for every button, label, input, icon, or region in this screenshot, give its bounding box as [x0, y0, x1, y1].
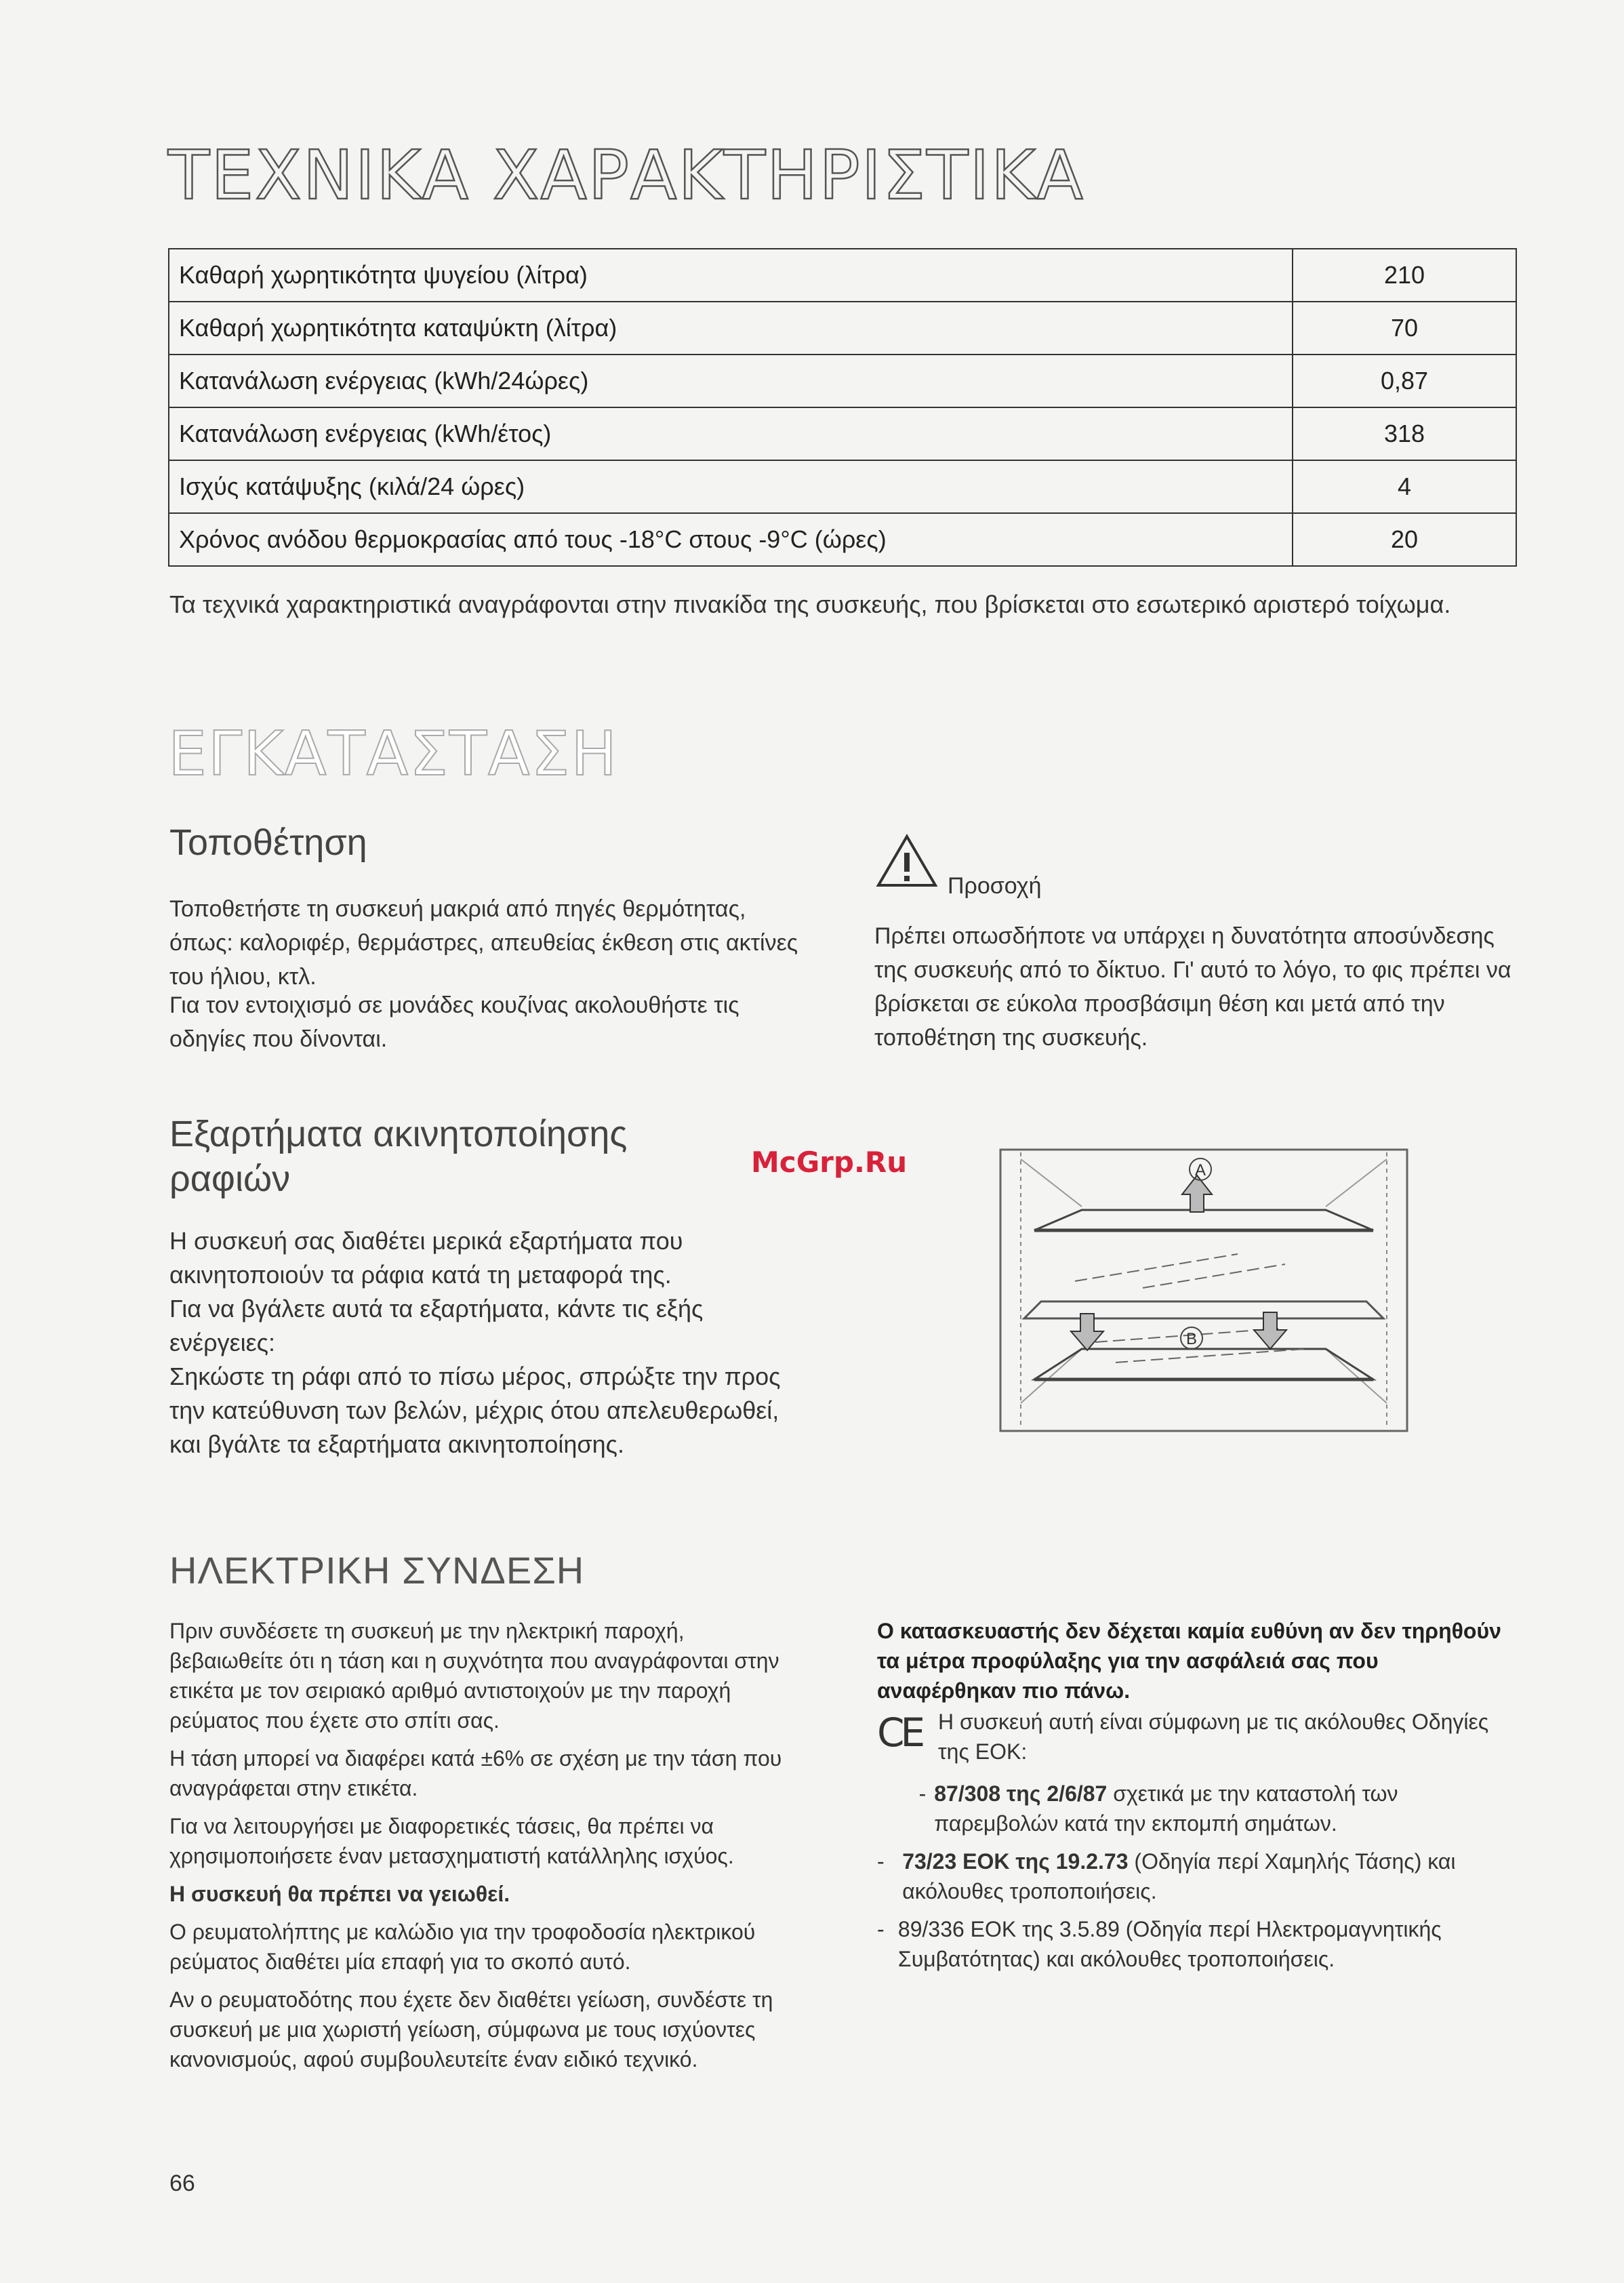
- caution-text: Πρέπει οπωσδήποτε να υπάρχει η δυνατότητα αποσύνδεσης της συσκευής από το δίκτυο. Γι' αυτό το λόγο, το φις πρέπει να βρίσκεται σε εύκολα προσβάσιμη θέση και μετά από την τοποθέτηση της συσκευής.: [874, 923, 1511, 1051]
- directive-desc: 89/336 ΕΟΚ της 3.5.89 (Οδηγία περί Ηλεκτρομαγνητικής Συμβατότητας) και ακόλουθες τροποποιήσεις.: [897, 1917, 1442, 1971]
- directive-desc: (Οδηγία περί Χαμηλής Τάσης) και ακόλουθες τροποποιήσεις.: [902, 1849, 1456, 1903]
- shelf-heading-line: Εξαρτήματα ακινητοποίησης: [169, 1114, 628, 1154]
- table-row: [169, 302, 1516, 355]
- caution-label: Προσοχή: [948, 873, 1042, 899]
- placement-text: Τοποθετήστε τη συσκευή μακριά από πηγές θερμότητας, όπως: καλοριφέρ, θερμάστρες, απευθείας έκθεση στις ακτίνες του ήλιου, κτλ.: [169, 896, 798, 990]
- ce-mark-icon: CE: [877, 1710, 922, 1756]
- electrical-p3: Για να λειτουργήσει με διαφορετικές τάσεις, θα πρέπει να χρησιμοποιήσετε έναν μετασχηματιστή κατάλληλης ισχύος.: [169, 1814, 734, 1868]
- shelf-text-2: Για να βγάλετε αυτά τα εξαρτήματα, κάντε τις εξής ενέργειες:: [169, 1295, 704, 1356]
- directive-ref: 87/308 της 2/6/87: [934, 1781, 1108, 1806]
- spec-label: Ισχύς κατάψυξης (κιλά/24 ώρες): [169, 460, 1293, 513]
- shelf-text-3: Σηκώστε τη ράφι από το πίσω μέρος, σπρώξτε την προς την κατεύθυνση των βελών, μέχρις ότου απελευθερωθεί, και βγάλτε τα εξαρτήματα ακινητοποίησης.: [169, 1362, 781, 1458]
- specs-note: Τα τεχνικά χαρακτηριστικά αναγράφονται στην πινακίδα της συσκευής, που βρίσκεται στο εσωτερικό αριστερό τοίχωμα.: [169, 590, 1451, 618]
- watermark: McGrp.Ru: [751, 1146, 908, 1179]
- directive-desc: σχετικά με την καταστολή των παρεμβολών κατά την εκπομπή σημάτων.: [934, 1781, 1398, 1836]
- spec-value: 318: [1293, 407, 1516, 460]
- table-row: [169, 249, 1516, 302]
- specs-table: [168, 248, 1517, 567]
- electrical-p5: Ο ρευματολήπτης με καλώδιο για την τροφοδοσία ηλεκτρικού ρεύματος διαθέτει μία επαφή για το σκοπό αυτό.: [169, 1920, 756, 1974]
- spec-label: Κατανάλωση ενέργειας (kWh/έτος): [169, 407, 1293, 460]
- spec-value: 4: [1293, 460, 1516, 513]
- directive-ref: 73/23 ΕΟΚ της 19.2.73: [902, 1849, 1129, 1874]
- list-item: - 87/308 της 2/6/87 σχετικά με την καταστολή των παρεμβολών κατά την εκπομπή σημάτων.: [918, 1781, 1398, 1836]
- label-b: B: [1185, 1330, 1198, 1348]
- shelf-heading: [169, 1112, 627, 1201]
- grounding-notice: Η συσκευή θα πρέπει να γειωθεί.: [169, 1882, 510, 1906]
- shelf-text-1: Η συσκευή σας διαθέτει μερικά εξαρτήματα που ακινητοποιούν τα ράφια κατά τη μεταφορά της.: [169, 1227, 683, 1289]
- install-title: ΕΓΚΑΤΑΣΤΑΣΗ: [168, 719, 619, 790]
- list-item: - 89/336 ΕΟΚ της 3.5.89 (Οδηγία περί Ηλεκτρομαγνητικής Συμβατότητας) και ακόλουθες τροποποιήσεις.: [877, 1914, 1507, 1974]
- spec-label: Καθαρή χωρητικότητα ψυγείου (λίτρα): [169, 249, 1293, 302]
- table-row: [169, 460, 1516, 513]
- table-row: [169, 513, 1516, 566]
- list-item: - 73/23 ΕΟΚ της 19.2.73 (Οδηγία περί Χαμηλής Τάσης) και ακόλουθες τροποποιήσεις.: [877, 1849, 1456, 1903]
- manufacturer-disclaimer: Ο κατασκευαστής δεν δέχεται καμία ευθύνη αν δεν τηρηθούν τα μέτρα προφύλαξης για την ασφάλειά σας που αναφέρθηκαν πιο πάνω.: [877, 1619, 1501, 1703]
- table-row: [169, 407, 1516, 460]
- shelf-diagram: [994, 1146, 1414, 1437]
- arrow-up-icon: [1182, 1175, 1212, 1212]
- ce-text: Η συσκευή αυτή είναι σύμφωνη με τις ακόλουθες Οδηγίες της ΕΟΚ:: [938, 1710, 1489, 1764]
- label-a: A: [1194, 1161, 1206, 1179]
- electrical-left-column: [169, 1616, 800, 2074]
- spec-value: 210: [1293, 249, 1516, 302]
- spec-label: Κατανάλωση ενέργειας (kWh/24ώρες): [169, 355, 1293, 407]
- page-number: 66: [169, 2170, 195, 2196]
- electrical-p6: Αν ο ρευματοδότης που έχετε δεν διαθέτει γείωση, συνδέστε τη συσκευή με μια χωριστή γείωση, σύμφωνα με τους ισχύοντες κανονισμούς, αφού συμβουλευτείτε έναν ειδικό τεχνικό.: [169, 1987, 773, 2072]
- placement-heading: Τοποθέτηση: [169, 822, 367, 863]
- electrical-p2: Η τάση μπορεί να διαφέρει κατά ±6% σε σχέση με την τάση που αναγράφεται στην ετικέτα.: [169, 1746, 782, 1800]
- warning-icon: [874, 832, 939, 889]
- table-row: [169, 355, 1516, 407]
- spec-value: 20: [1293, 513, 1516, 566]
- shelf-text: [169, 1224, 813, 1461]
- specs-title: ΤΕΧΝΙΚΑ ΧΑΡΑΚΤΗΡΙΣΤΙΚΑ: [168, 136, 1084, 215]
- electrical-title: ΗΛΕΚΤΡΙΚΗ ΣΥΝΔΕΣΗ: [169, 1549, 585, 1592]
- spec-label: Χρόνος ανόδου θερμοκρασίας από τους -18°C στους -9°C (ώρες): [169, 513, 1293, 566]
- shelf-heading-line: ραφιών: [169, 1158, 291, 1199]
- spec-value: 70: [1293, 302, 1516, 355]
- spec-value: 0,87: [1293, 355, 1516, 407]
- placement-text-fitted: Για τον εντοιχισμό σε μονάδες κουζίνας ακολουθήστε τις οδηγίες που δίνονται.: [169, 992, 739, 1052]
- electrical-p1: Πριν συνδέσετε τη συσκευή με την ηλεκτρική παροχή, βεβαιωθείτε ότι η τάση και η συχνότητα που αναγράφονται στην ετικέτα με τον σειριακό αριθμό αντιστοιχούν με την παροχή ρεύματος που έχετε στο σπίτι σας.: [169, 1619, 779, 1733]
- spec-label: Καθαρή χωρητικότητα καταψύκτη (λίτρα): [169, 302, 1293, 355]
- directive-list: [877, 1779, 1507, 1974]
